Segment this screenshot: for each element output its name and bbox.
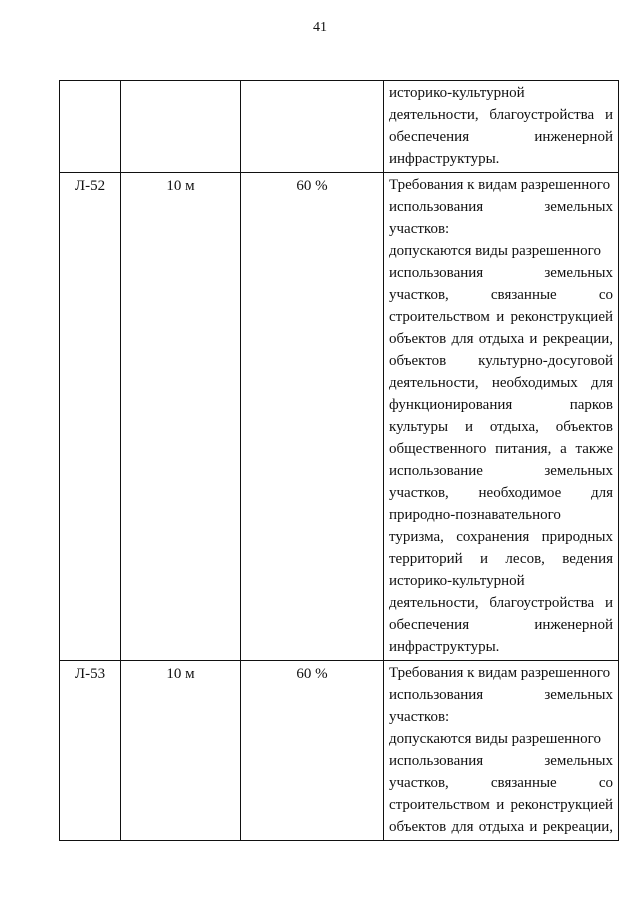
zone-code-cell-text <box>60 81 120 83</box>
requirements-line: природно-познавательного <box>389 507 561 523</box>
zone-code-cell <box>60 661 121 841</box>
requirements-line: территорий и лесов, ведения <box>389 551 613 567</box>
requirements-line: участков: <box>389 221 450 237</box>
requirements-line: объектов культурно-досуговой <box>389 353 613 369</box>
requirements-cell <box>384 173 619 661</box>
requirements-line: использования земельных <box>389 687 613 703</box>
requirements-line: использования земельных <box>389 199 613 215</box>
zone-code-cell <box>60 81 121 173</box>
requirements-text <box>384 661 618 840</box>
requirements-line: деятельности, благоустройства и <box>389 107 613 123</box>
requirements-line: деятельности, благоустройства и <box>389 595 613 611</box>
zoning-table <box>59 80 619 841</box>
requirements-line: Требования к видам разрешенного <box>389 177 611 193</box>
setback-cell-text: 10 м <box>166 666 195 682</box>
requirements-text <box>384 173 618 660</box>
requirements-line: деятельности, необходимых для <box>389 375 613 391</box>
requirements-line: участков, необходимое для <box>389 485 613 501</box>
requirements-line: участков: <box>389 709 450 725</box>
setback-cell <box>121 173 241 661</box>
table-row <box>60 661 619 841</box>
requirements-cell <box>384 661 619 841</box>
requirements-line: объектов для отдыха и рекреации, <box>389 331 613 347</box>
zone-code-cell-text: Л-52 <box>74 178 106 194</box>
requirements-line: строительством и реконструкцией <box>389 797 613 813</box>
requirements-line: культуры и отдыха, объектов <box>389 419 613 435</box>
requirements-text <box>384 81 618 172</box>
zone-code-cell <box>60 173 121 661</box>
requirements-line: историко-культурной <box>389 573 525 589</box>
requirements-line: обеспечения инженерной <box>389 129 613 145</box>
requirements-line: использования земельных <box>389 753 613 769</box>
page-number: 41 <box>313 20 327 35</box>
requirements-cell <box>384 81 619 173</box>
requirements-line: функционирования парков <box>389 397 613 413</box>
setback-cell-text: 10 м <box>166 178 195 194</box>
requirements-line: использования земельных <box>389 265 613 281</box>
table-body <box>60 81 619 841</box>
requirements-line: инфраструктуры. <box>389 151 500 167</box>
coverage-percent-cell-text: 60 % <box>296 178 328 194</box>
coverage-percent-cell-text: 60 % <box>296 666 328 682</box>
table-row <box>60 81 619 173</box>
coverage-percent-cell-text <box>241 81 383 83</box>
requirements-line: объектов для отдыха и рекреации, <box>389 819 613 835</box>
setback-cell-text <box>121 81 240 83</box>
requirements-line: допускаются виды разрешенного <box>389 731 601 747</box>
requirements-line: историко-культурной <box>389 85 525 101</box>
requirements-line: допускаются виды разрешенного <box>389 243 601 259</box>
requirements-line: использование земельных <box>389 463 613 479</box>
table-row <box>60 173 619 661</box>
requirements-line: участков, связанные со <box>389 775 613 791</box>
setback-cell <box>121 81 241 173</box>
zone-code-cell-text: Л-53 <box>74 666 106 682</box>
requirements-line: участков, связанные со <box>389 287 613 303</box>
setback-cell <box>121 661 241 841</box>
requirements-line: Требования к видам разрешенного <box>389 665 611 681</box>
requirements-line: обеспечения инженерной <box>389 617 613 633</box>
coverage-percent-cell <box>241 173 384 661</box>
requirements-line: туризма, сохранения природных <box>389 529 613 545</box>
requirements-line: инфраструктуры. <box>389 639 500 655</box>
requirements-line: общественного питания, а также <box>389 441 613 457</box>
requirements-line: строительством и реконструкцией <box>389 309 613 325</box>
coverage-percent-cell <box>241 81 384 173</box>
coverage-percent-cell <box>241 661 384 841</box>
